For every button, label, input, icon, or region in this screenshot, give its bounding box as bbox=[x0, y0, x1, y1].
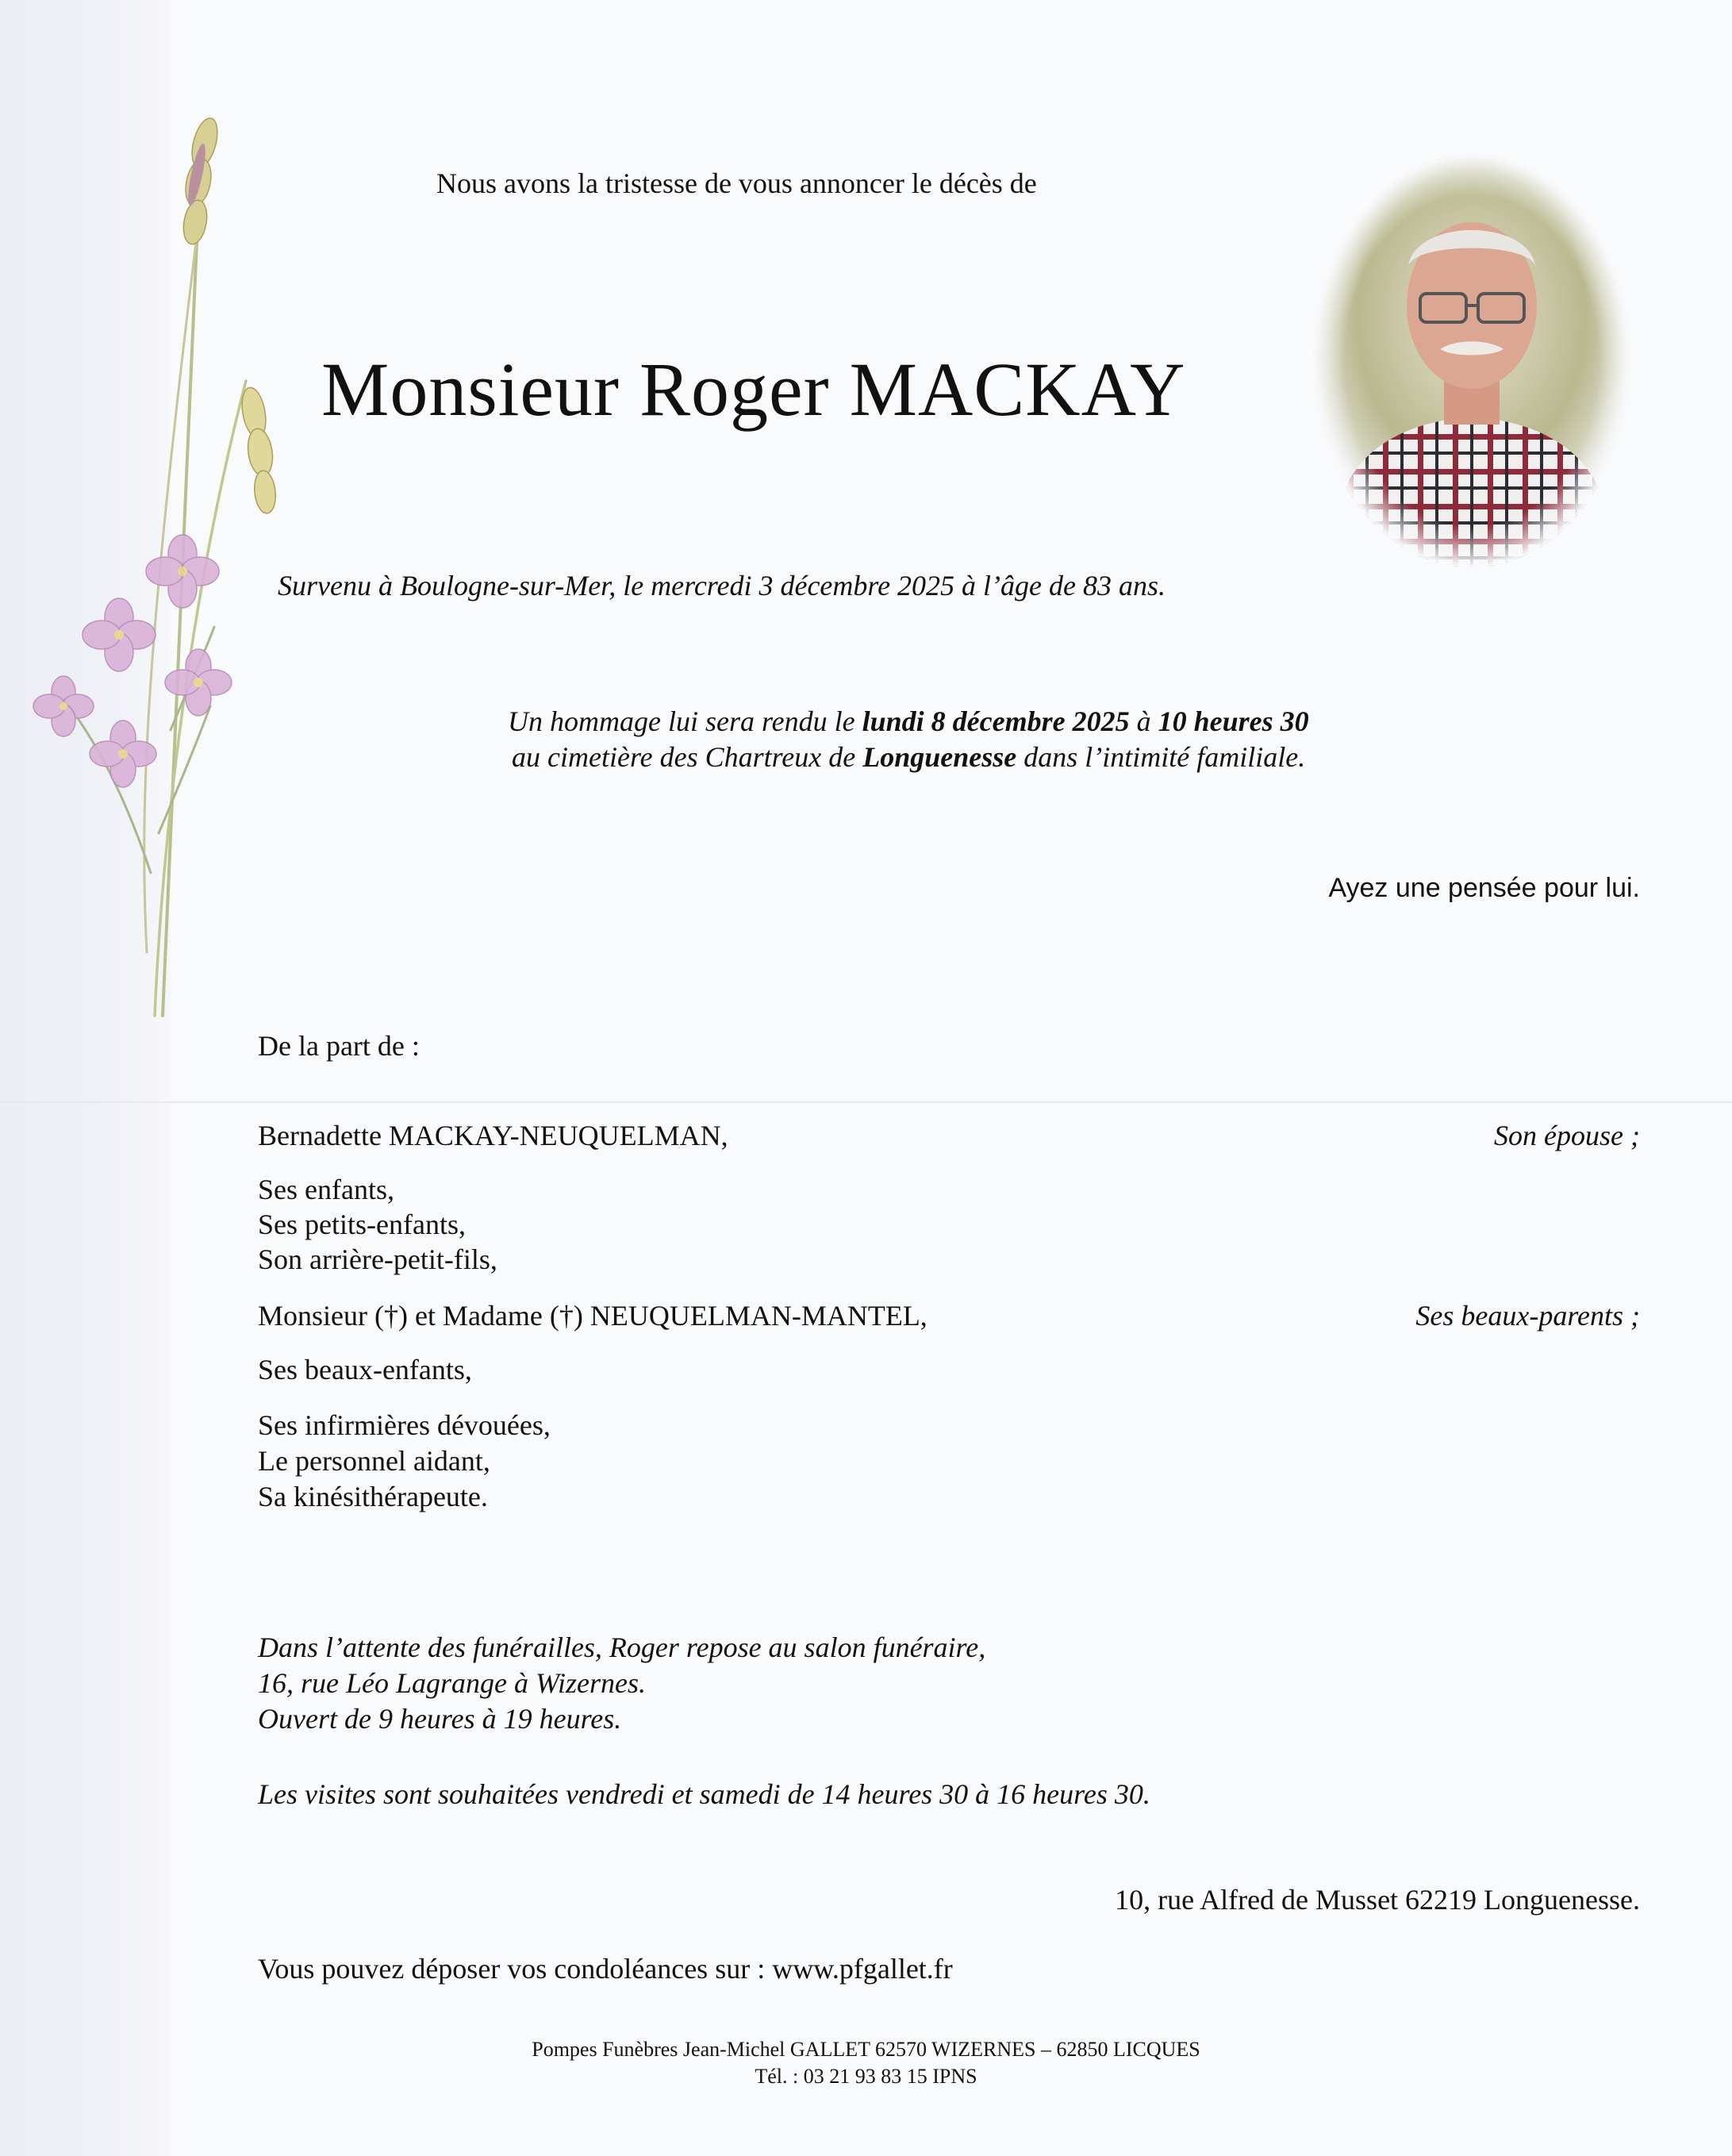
footer-line-1: Pompes Funèbres Jean-Michel GALLET 62570 WIZERNES – 62850 LICQUES bbox=[532, 2038, 1200, 2061]
family-petits-enfants: Ses petits-enfants, bbox=[258, 1209, 466, 1240]
de-la-part-label: De la part de : bbox=[258, 1030, 420, 1062]
hommage-line-1: Un hommage lui sera rendu le lundi 8 décembre 2025 à 10 heures 30 bbox=[508, 705, 1309, 737]
family-arriere-petit-fils: Son arrière-petit-fils, bbox=[258, 1243, 497, 1275]
funerailles-line-1: Dans l’attente des funérailles, Roger repose au salon funéraire, bbox=[258, 1631, 986, 1663]
footer-line-2: Tél. : 03 21 93 83 15 IPNS bbox=[755, 2065, 977, 2088]
family-personnel: Le personnel aidant, bbox=[258, 1445, 490, 1477]
funerailles-line-2: 16, rue Léo Lagrange à Wizernes. bbox=[258, 1667, 646, 1699]
family-beaux-enfants: Ses beaux-enfants, bbox=[258, 1354, 472, 1385]
portrait-photo bbox=[1313, 155, 1630, 567]
fold-line bbox=[0, 1101, 1732, 1103]
family-kine: Sa kinésithérapeute. bbox=[258, 1481, 488, 1512]
family-beaux-parents-relation: Ses beaux-parents ; bbox=[1415, 1300, 1640, 1332]
deceased-name: Monsieur Roger MACKAY bbox=[321, 347, 1186, 432]
family-epouse-relation: Son épouse ; bbox=[1494, 1120, 1640, 1151]
family-enfants: Ses enfants, bbox=[258, 1174, 394, 1205]
funerailles-line-3: Ouvert de 9 heures à 19 heures. bbox=[258, 1703, 622, 1735]
pensee-text: Ayez une pensée pour lui. bbox=[1328, 873, 1640, 903]
condoleances-text: Vous pouvez déposer vos condoléances sur : www.pfgallet.fr bbox=[258, 1953, 953, 1985]
family-epouse-name: Bernadette MACKAY-NEUQUELMAN, bbox=[258, 1120, 728, 1151]
intro-text: Nous avons la tristesse de vous annoncer le décès de bbox=[436, 167, 1037, 199]
death-notice: Survenu à Boulogne-sur-Mer, le mercredi 3 décembre 2025 à l’âge de 83 ans. bbox=[278, 570, 1166, 601]
family-infirmieres: Ses infirmières dévouées, bbox=[258, 1409, 551, 1441]
floral-decoration bbox=[0, 79, 333, 1032]
visites-text: Les visites sont souhaitées vendredi et samedi de 14 heures 30 à 16 heures 30. bbox=[258, 1778, 1150, 1810]
hommage-line-2: au cimetière des Chartreux de Longuenesse dans l’intimité familiale. bbox=[512, 741, 1306, 773]
address-text: 10, rue Alfred de Musset 62219 Longuenesse. bbox=[1115, 1884, 1640, 1916]
family-beaux-parents-name: Monsieur (†) et Madame (†) NEUQUELMAN-MANTEL, bbox=[258, 1300, 927, 1332]
